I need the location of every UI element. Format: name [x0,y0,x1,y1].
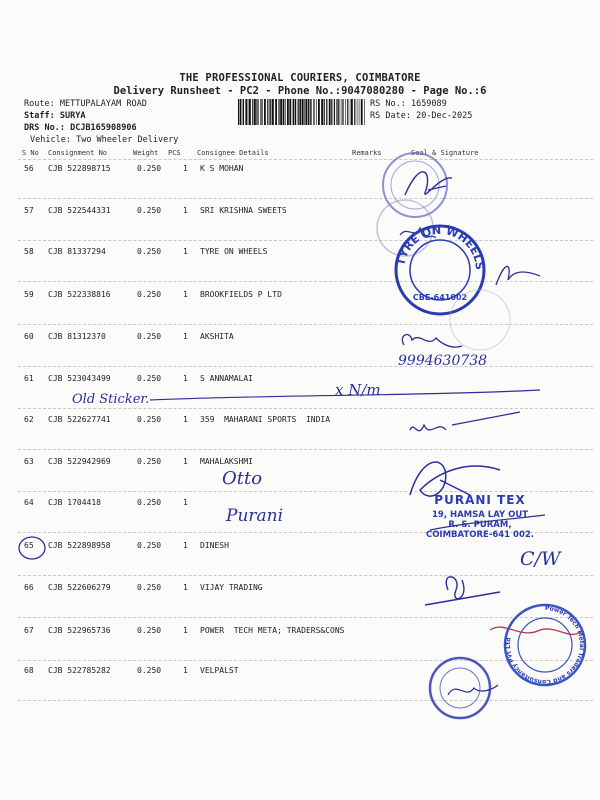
signature-63 [410,462,500,496]
col-pcs: PCS [168,149,181,157]
row-sno: 59 [24,290,34,299]
row-consignment: CJB 522606279 [48,583,111,592]
row-consignment: CJB 522785282 [48,666,111,675]
row-consignee: VIJAY TRADING [200,583,263,592]
row-pcs: 1 [183,498,188,507]
row-sno: 63 [24,457,34,466]
staff-label: Staff: [24,111,55,121]
row-consignment: CJB 81337294 [48,247,106,256]
row-pcs: 1 [183,626,188,635]
row-consignee: POWER TECH META; TRADERS&CONS [200,626,345,635]
rs-date-label: RS Date: [370,111,411,121]
row-weight: 0.250 [137,290,162,299]
row-weight: 0.250 [137,457,162,466]
row-weight: 0.250 [137,164,162,173]
tyre-stamp-name: TYRE ON WHEELS [394,223,487,271]
row-consignment: CJB 522898715 [48,164,111,173]
rs-no-value: 1659089 [410,99,447,109]
row-consignee: S ANNAMALAI [200,374,253,383]
row-weight: 0.250 [137,415,162,424]
hand-phone: 9994630738 [398,353,488,369]
row-sno: 61 [24,374,34,383]
row-pcs: 1 [183,374,188,383]
vehicle-label: Vehicle: [30,135,71,145]
drs-value: DCJB165908906 [70,123,137,133]
row-sno: 65 [24,541,34,550]
hand-old-sticker: Old Sticker. [72,392,150,407]
power-tech-stamp-text: Power Tech Metal Traders and Consultancy Pvt Ltd [504,604,585,686]
row-consignment: CJB 522544331 [48,206,111,215]
tyre-stamp-pin: CBE-641002 [412,293,468,302]
row-pcs: 1 [183,290,188,299]
row-pcs: 1 [183,415,188,424]
row-pcs: 1 [183,206,188,215]
power-tech-stamp [490,605,585,685]
row-consignment: CJB 81312370 [48,332,106,341]
hand-x-nm: x N/m [335,381,381,399]
strike-61 [150,390,540,400]
row-consignment: CJB 522898958 [48,541,111,550]
row-weight: 0.250 [137,498,162,507]
row-consignee: TYRE ON WHEELS [200,247,268,256]
row-weight: 0.250 [137,626,162,635]
row-pcs: 1 [183,583,188,592]
row-weight: 0.250 [137,666,162,675]
signature-60 [402,335,462,348]
row-pcs: 1 [183,164,188,173]
route-label: Route: [24,99,55,109]
row-pcs: 1 [183,541,188,550]
row-consignee: MAHALAKSHMI [200,457,253,466]
col-consignee: Consignee Details [197,149,269,157]
row-pcs: 1 [183,247,188,256]
row-sno: 57 [24,206,34,215]
col-sno: S No [22,149,39,157]
row-sno: 58 [24,247,34,256]
row-pcs: 1 [183,666,188,675]
row-consignee: DINESH [200,541,229,550]
row-consignee: K S MOHAN [200,164,244,173]
row-consignment: CJB 522627741 [48,415,111,424]
faint-stamp-59 [450,290,510,350]
runsheet-title: Delivery Runsheet - PC2 - Phone No.:9047080280 - Page No.:6 [113,85,487,97]
round-stamp-68 [430,658,498,718]
company-title: THE PROFESSIONAL COURIERS, COIMBATORE [179,72,421,84]
row-weight: 0.250 [137,332,162,341]
signature-66 [425,577,500,605]
row-weight: 0.250 [137,206,162,215]
signature-65 [430,515,545,530]
row-consignee: SRI KRISHNA SWEETS [200,206,287,215]
drs-label: DRS No.: [24,123,65,133]
col-weight: Weight [133,149,159,157]
hand-purani: Purani [226,506,284,526]
row-consignment: CJB 522338816 [48,290,111,299]
col-consignment: Consignment No [48,149,108,157]
row-weight: 0.250 [137,583,162,592]
tyre-on-wheels-stamp [394,224,486,314]
signature-62 [410,412,520,431]
rs-no-label: RS No.: [370,99,406,109]
row-consignment: CJB 523043499 [48,374,111,383]
row-sno: 66 [24,583,34,592]
row-consignee: VELPALST [200,666,239,675]
row-sno: 68 [24,666,34,675]
col-remarks: Remarks [352,149,382,157]
row-consignment: CJB 522965736 [48,626,111,635]
col-seal: Seal & Signature [411,149,479,157]
row-consignment: CJB 522942969 [48,457,111,466]
row-pcs: 1 [183,332,188,341]
row-consignment: CJB 1704418 [48,498,101,507]
purani-stamp-address1: 19, HAMSA LAY OUT [431,510,529,520]
purani-stamp-address3: COIMBATORE-641 002. [425,530,535,540]
hand-otto: Otto [222,468,263,489]
row-weight: 0.250 [137,541,162,550]
row-sno: 67 [24,626,34,635]
signature-58 [496,266,540,285]
vehicle-value: Two Wheeler Delivery [76,135,179,145]
row-sno: 60 [24,332,34,341]
purani-stamp-name: PURANI TEX [434,493,526,507]
hand-cw: C/W [520,548,561,570]
row-sno: 56 [24,164,34,173]
rs-date-value: 20-Dec-2025 [416,111,473,121]
row-sno: 64 [24,498,34,507]
row-consignee: BROOKFIELDS P LTD [200,290,282,299]
row-pcs: 1 [183,457,188,466]
purani-stamp-address2: R. S. PURAM, [448,520,512,530]
row-weight: 0.250 [137,247,162,256]
route-value: METTUPALAYAM ROAD [59,99,147,109]
row-sno: 62 [24,415,34,424]
row-consignee: AKSHITA [200,332,234,341]
row-consignee: 359 MAHARANI SPORTS INDIA [200,415,331,424]
circle-mark-65 [19,537,45,559]
row-weight: 0.250 [137,374,162,383]
staff-value: SURYA [59,111,86,121]
